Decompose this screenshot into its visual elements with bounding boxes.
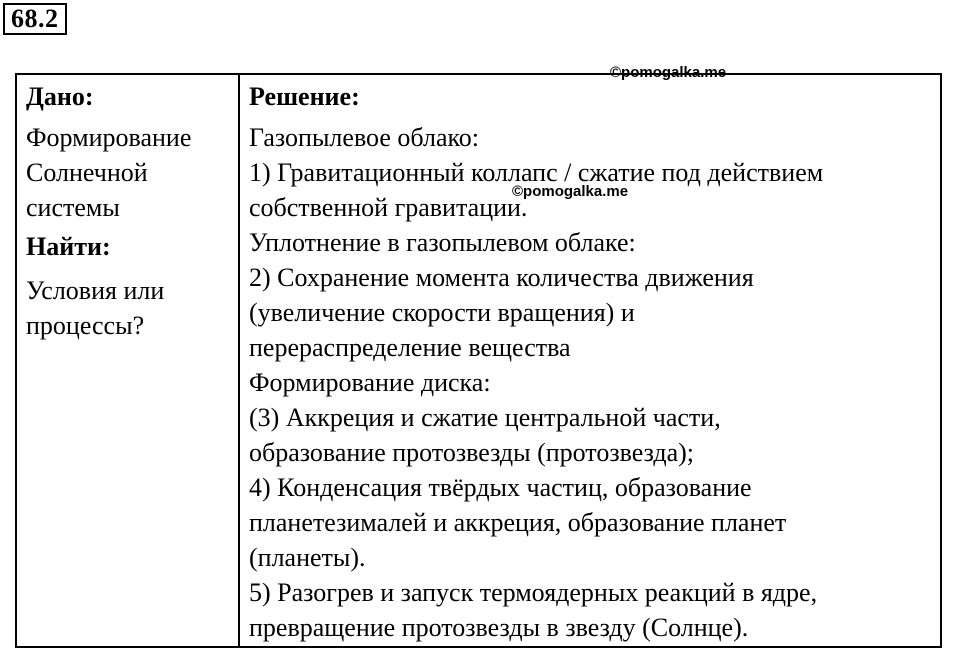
- solution-line: 5) Разогрев и запуск термоядерных реакций в ядре,: [249, 578, 818, 607]
- solution-line: Уплотнение в газопылевом облаке:: [249, 228, 636, 257]
- watermark: ©pomogalka.me: [610, 64, 727, 81]
- find-line: Условия или: [26, 276, 165, 305]
- solution-line: превращение протозвезды в звезду (Солнце).: [249, 613, 749, 642]
- solution-line: планетезималей и аккреция, образование планет: [249, 508, 787, 537]
- find-heading: Найти:: [26, 232, 111, 261]
- solution-line: (увеличение скорости вращения) и: [249, 298, 635, 327]
- solution-line: 4) Конденсация твёрдых частиц, образование: [249, 473, 752, 502]
- solution-line: (3) Аккреция и сжатие центральной части,: [249, 403, 721, 432]
- given-line: Солнечной: [26, 158, 148, 187]
- solution-line: Газопылевое облако:: [249, 123, 480, 152]
- given-heading: Дано:: [26, 82, 94, 111]
- solution-line: 2) Сохранение момента количества движения: [249, 263, 754, 292]
- solution-line: 1) Гравитационный коллапс / сжатие под действием: [249, 158, 824, 187]
- solution-column: [239, 74, 941, 647]
- given-column: [16, 74, 239, 647]
- solution-line: Формирование диска:: [249, 368, 491, 397]
- watermark: ©pomogalka.me: [512, 183, 629, 200]
- given-line: системы: [26, 193, 120, 222]
- solution-line: перераспределение вещества: [249, 333, 571, 362]
- solution-table: [15, 73, 942, 648]
- task-number: 68.2: [3, 3, 67, 35]
- solution-line: собственной гравитации.: [249, 193, 528, 222]
- solution-line: (планеты).: [249, 543, 366, 572]
- given-text: [26, 120, 229, 225]
- solution-line: образование протозвезды (протозвезда);: [249, 438, 695, 467]
- find-text: [26, 273, 229, 343]
- solution-heading: Решение:: [249, 82, 360, 111]
- given-line: Формирование: [26, 123, 192, 152]
- find-line: процессы?: [26, 311, 145, 340]
